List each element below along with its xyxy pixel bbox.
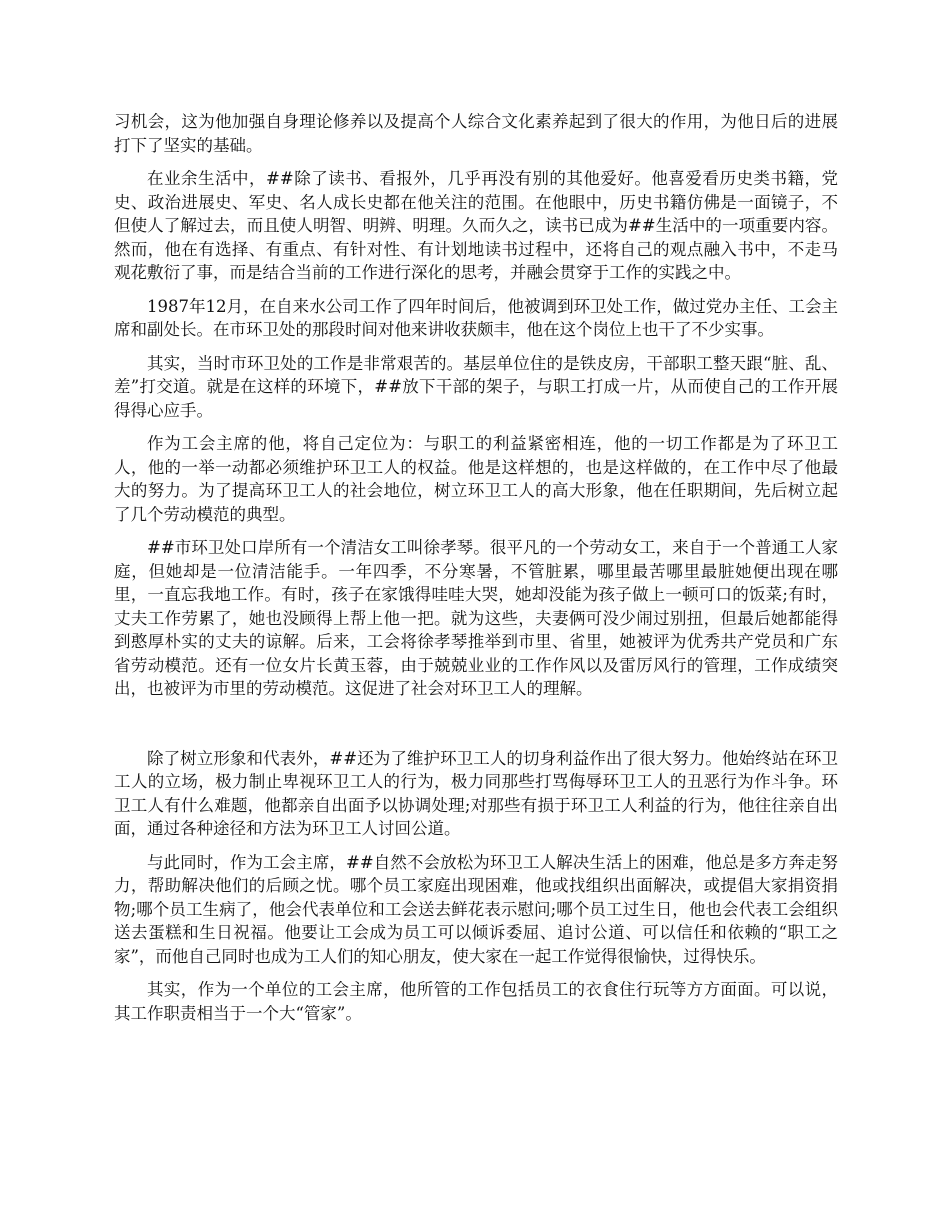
- paragraph-transfer-1987: 1987年12月，在自来水公司工作了四年时间后，他被调到环卫处工作，做过党办主任、工会主席和副处长。在市环卫处的那段时间对他来讲收获颇丰，他在这个岗位上也干了不少实事。: [114, 296, 838, 339]
- paragraph-solve-difficulties: 与此同时，作为工会主席，##自然不会放松为环卫工人解决生活上的困难，他总是多方奔走努力，帮助解决他们的后顾之忧。哪个员工家庭出现困难，他或找组织出面解决，或提倡大家捐资捐物;哪个员工生病了，他会代表单位和工会送去鲜花表示慰问;哪个员工过生日，他也会代表工会组织送去蛋糕和生日祝福。他要让工会成为员工可以倾诉委屈、追讨公道、可以信任和依赖的“职工之家”，而他自己同时也成为工人们的知心朋友，使大家在一起工作觉得很愉快，过得快乐。: [114, 852, 838, 966]
- paragraph-protect-interests: 除了树立形象和代表外，##还为了维护环卫工人的切身利益作出了很大努力。他始终站在环卫工人的立场，极力制止卑视环卫工人的行为，极力同那些打骂侮辱环卫工人的丑恶行为作斗争。环卫工人有什么难题，他都亲自出面予以协调处理;对那些有损于环卫工人利益的行为，他往往亲自出面，通过各种途径和方法为环卫工人讨回公道。: [114, 748, 838, 838]
- paragraph-leisure-reading: 在业余生活中，##除了读书、看报外，几乎再没有别的其他爱好。他喜爱看历史类书籍，党史、政治进展史、军史、名人成长史都在他关注的范围。在他眼中，历史书籍仿佛是一面镜子，不但使人了解过去，而且使人明智、明辨、明理。久而久之，读书已成为##生活中的一项重要内容。然而，他在有选择、有重点、有针对性、有计划地读书过程中，还将自己的观点融入书中，不走马观花敷衍了事，而是结合当前的工作进行深化的思考，并融会贯穿于工作的实践之中。: [114, 169, 838, 282]
- section-gap: [114, 711, 838, 747]
- paragraph-hard-conditions: 其实，当时市环卫处的工作是非常艰苦的。基层单位住的是铁皮房，干部职工整天跟“脏、乱、差”打交道。就是在这样的环境下，##放下干部的架子，与职工打成一片，从而使自己的工作开展得得心应手。: [114, 353, 838, 420]
- paragraph-model-workers: ##市环卫处口岸所有一个清洁女工叫徐孝琴。很平凡的一个劳动女工，来自于一个普通工人家庭，但她却是一位清洁能手。一年四季，不分寒暑，不管脏累，哪里最苦哪里最脏她便出现在哪里，一直忘我地工作。有时，孩子在家饿得哇哇大哭，她却没能为孩子做上一顿可口的饭菜;有时，丈夫工作劳累了，她也没顾得上帮上他一把。就为这些，夫妻俩可没少闹过别扭，但最后她都能得到憨厚朴实的丈夫的谅解。后来，工会将徐孝琴推举到市里、省里，她被评为优秀共产党员和广东省劳动模范。还有一位女片长黄玉蓉，由于兢兢业业的工作作风以及雷厉风行的管理，工作成绩突出，也被评为市里的劳动模范。这促进了社会对环卫工人的理解。: [114, 538, 838, 698]
- paragraph-continuation: 习机会，这为他加强自身理论修养以及提高个人综合文化素养起到了很大的作用，为他日后的进展打下了坚实的基础。: [114, 112, 838, 155]
- paragraph-steward-role: 其实，作为一个单位的工会主席，他所管的工作包括员工的衣食住行玩等方方面面。可以说，其工作职责相当于一个大“管家”。: [114, 980, 838, 1023]
- paragraph-union-chair-role: 作为工会主席的他，将自己定位为：与职工的利益紧密相连，他的一切工作都是为了环卫工人，他的一举一动都必须维护环卫工人的权益。他是这样想的，也是这样做的，在工作中尽了他最大的努力。为了提高环卫工人的社会地位，树立环卫工人的高大形象，他在任职期间，先后树立起了几个劳动模范的典型。: [114, 434, 838, 524]
- document-body: [114, 110, 838, 1035]
